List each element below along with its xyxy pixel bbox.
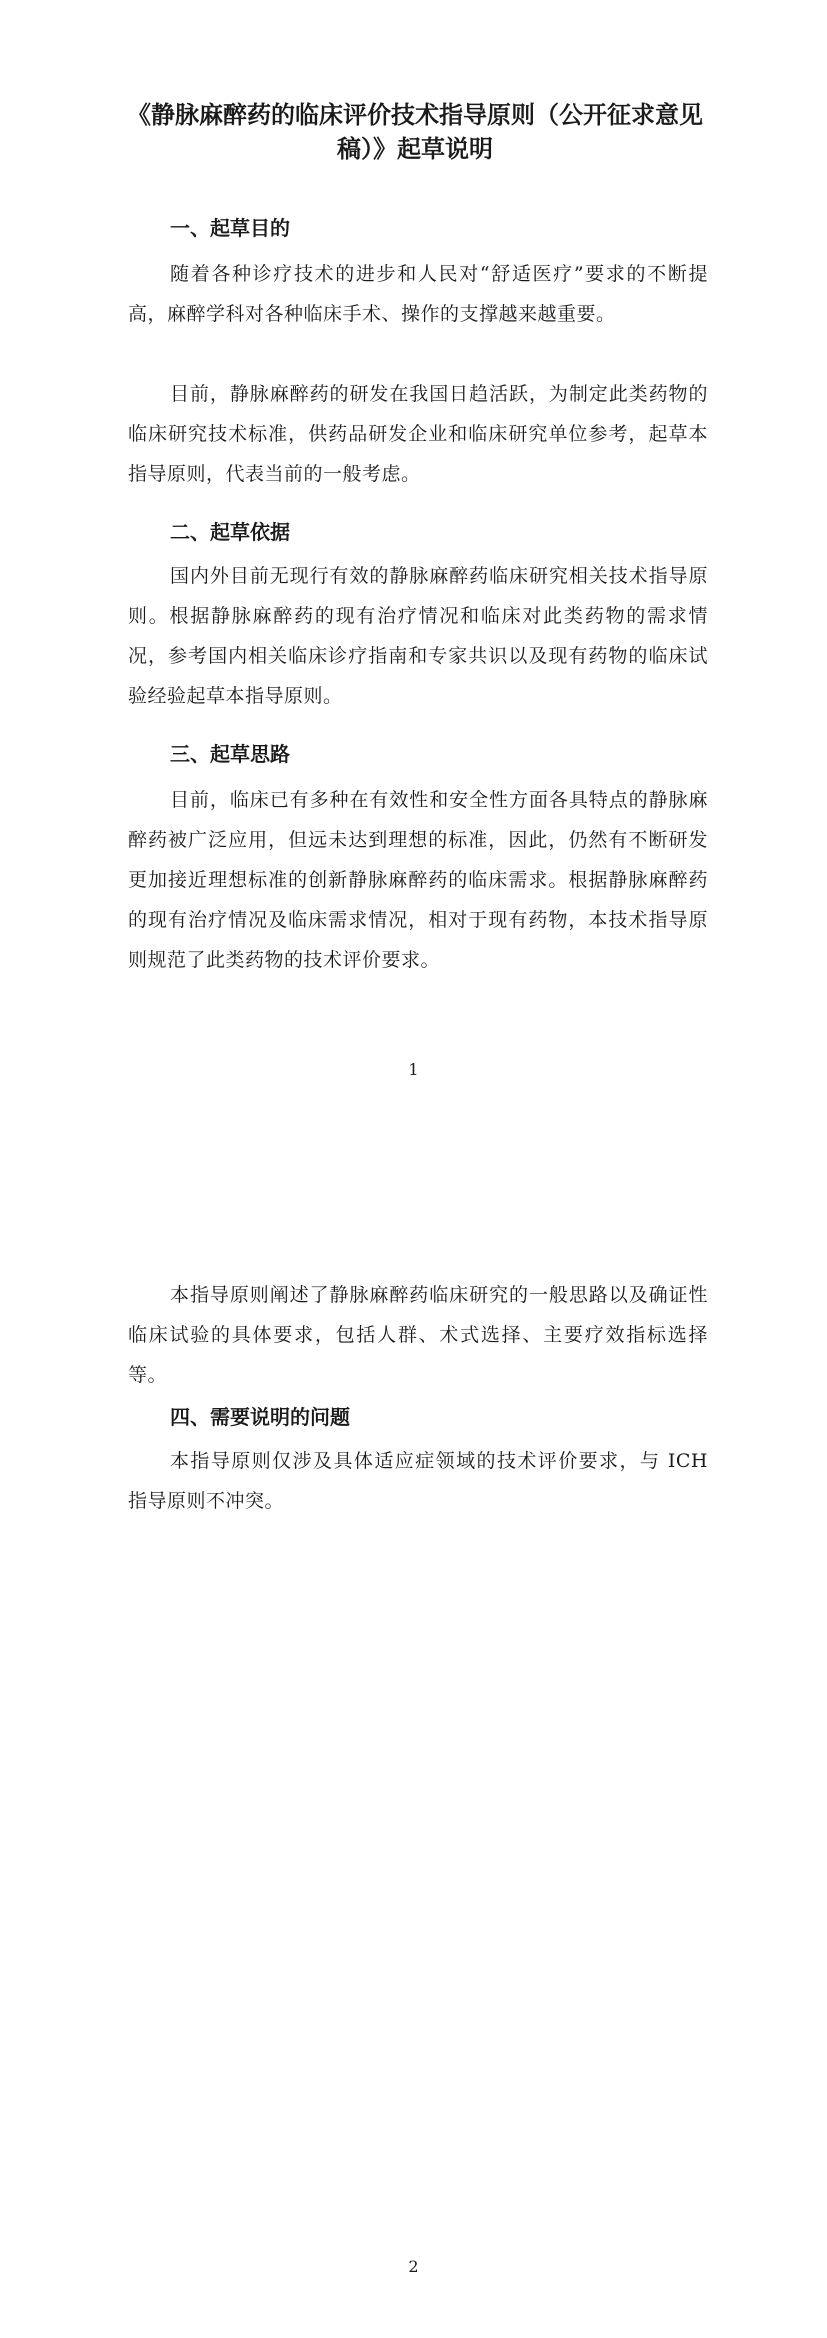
page-number: 2: [408, 2257, 419, 2276]
paragraph-purpose-1: 随着各种诊疗技术的进步和人民对“舒适医疗”要求的不断提高，麻醉学科对各种临床手术、操作的支撑越来越重要。: [128, 263, 708, 325]
page-number: 1: [408, 1060, 419, 1079]
document-page-2: [0, 1169, 827, 2338]
paragraph-approach-1: 目前，临床已有多种在有效性和安全性方面各具特点的静脉麻醉药被广泛应用，但远未达到理想的标准，因此，仍然有不断研发更加接近理想标准的创新静脉麻醉药的临床需求。根据静脉麻醉药的现有治疗情况及临床需求情况，相对于现有药物，本技术指导原则规范了此类药物的技术评价要求。: [128, 789, 708, 971]
section-heading-issues: 四、需要说明的问题: [170, 1405, 350, 1429]
paragraph-approach-continued: 本指导原则阐述了静脉麻醉药临床研究的一般思路以及确证性临床试验的具体要求，包括人群、术式选择、主要疗效指标选择等。: [128, 1284, 708, 1386]
paragraph-basis-1: 国内外目前无现行有效的静脉麻醉药临床研究相关技术指导原则。根据静脉麻醉药的现有治疗情况和临床对此类药物的需求情况，参考国内相关临床诊疗指南和专家共识以及现有药物的临床试验经验起草本指导原则。: [128, 565, 708, 707]
document-title: 《静脉麻醉药的临床评价技术指导原则（公开征求意见稿）》起草说明: [127, 101, 703, 163]
paragraph-issues-1: 本指导原则仅涉及具体适应症领域的技术评价要求，与 ICH 指导原则不冲突。: [128, 1450, 708, 1512]
section-heading-basis: 二、起草依据: [170, 520, 290, 544]
section-heading-approach: 三、起草思路: [170, 742, 290, 766]
paragraph-purpose-2: 目前，静脉麻醉药的研发在我国日趋活跃，为制定此类药物的临床研究技术标准，供药品研发企业和临床研究单位参考，起草本指导原则，代表当前的一般考虑。: [128, 383, 708, 485]
section-heading-purpose: 一、起草目的: [170, 216, 290, 240]
